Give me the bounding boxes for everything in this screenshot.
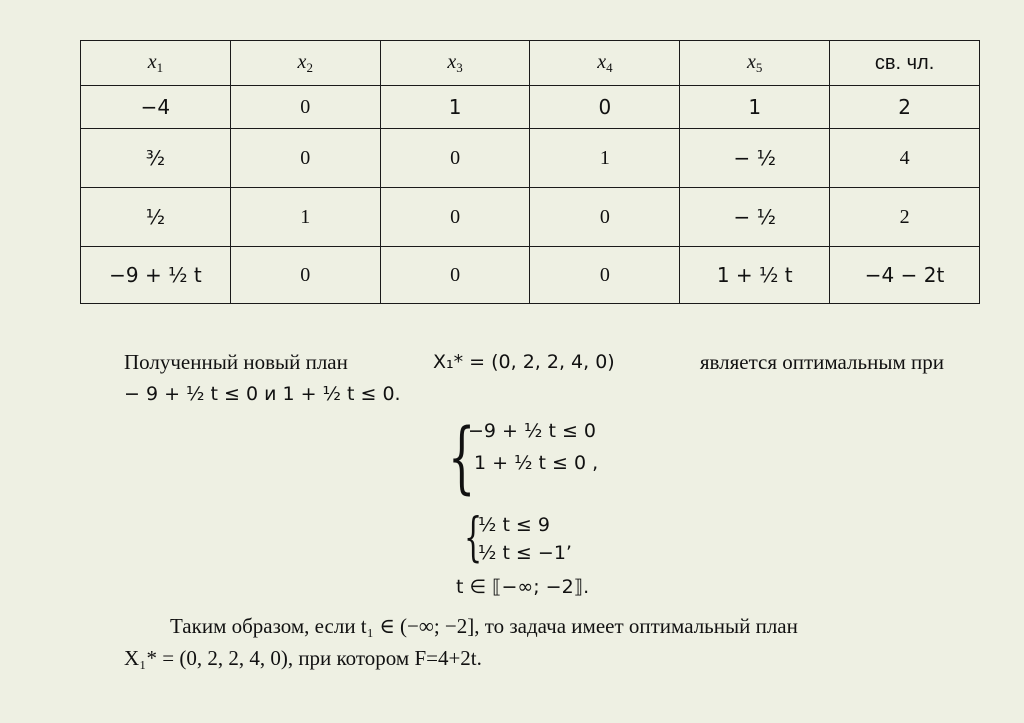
solution-interval: t ∈ ⟦−∞; −2⟧.	[456, 576, 590, 598]
table-cell: 1	[530, 129, 680, 188]
table-cell: ¹⁄₂	[81, 188, 231, 247]
header-cell: $x_5$	[680, 41, 830, 86]
paragraph-optimal-plan	[124, 346, 944, 410]
header-cell: $x_2$	[230, 41, 380, 86]
table-cell: − ¹⁄₂	[680, 188, 830, 247]
brace-icon: {	[464, 508, 483, 568]
paragraph-line: Полученный новый план X₁* = (0, 2, 2, 4, 0) является оптимальным при	[124, 350, 944, 374]
paragraph-line: Таким образом, если t₁ ∈ (−∞; −2], то задача имеет оптимальный план	[170, 614, 798, 638]
table-cell: 0	[530, 188, 680, 247]
table-cell: 0	[230, 247, 380, 304]
header-cell: $x_1$	[81, 41, 231, 86]
header-cell: св. чл.	[830, 41, 980, 86]
table-cell: −4 − 2t	[830, 247, 980, 304]
table-cell: 0	[530, 86, 680, 129]
table-cell: 0	[230, 86, 380, 129]
table-row	[81, 247, 980, 304]
paragraph-line: − 9 + ¹⁄₂ t ≤ 0 и 1 + ¹⁄₂ t ≤ 0.	[124, 383, 401, 405]
inequality-line: −9 + ¹⁄₂ t ≤ 0	[468, 420, 596, 442]
paragraph-conclusion	[124, 610, 944, 674]
table-cell: 2	[830, 86, 980, 129]
table-cell: ³⁄₂	[81, 129, 231, 188]
inequality-line: ¹⁄₂ t ≤ 9	[478, 514, 550, 536]
table-cell: 0	[530, 247, 680, 304]
table-row	[81, 129, 980, 188]
paragraph-line: X₁* = (0, 2, 2, 4, 0), при котором F=4+2t.	[124, 646, 482, 670]
table-cell: − ¹⁄₂	[680, 129, 830, 188]
table-cell: 0	[380, 188, 530, 247]
table-cell: 0	[230, 129, 380, 188]
table-cell: 1	[230, 188, 380, 247]
header-cell: $x_4$	[530, 41, 680, 86]
table-cell: −9 + ¹⁄₂ t	[81, 247, 231, 304]
inequality-line: 1 + ¹⁄₂ t ≤ 0 ,	[474, 452, 599, 474]
table-row	[81, 86, 980, 129]
simplex-table	[80, 40, 980, 304]
inequality-system	[464, 510, 664, 570]
inequality-line: ¹⁄₂ t ≤ −1’	[478, 542, 572, 564]
table-cell: −4	[81, 86, 231, 129]
table-cell: 0	[380, 129, 530, 188]
table-header-row	[81, 41, 980, 86]
table-cell: 1	[680, 86, 830, 129]
inequality-system	[448, 413, 648, 506]
table-row	[81, 188, 980, 247]
table-cell: 0	[380, 247, 530, 304]
table-cell: 1	[380, 86, 530, 129]
table-cell: 2	[830, 188, 980, 247]
table-cell: 1 + ¹⁄₂ t	[680, 247, 830, 304]
header-cell: $x_3$	[380, 41, 530, 86]
table-cell: 4	[830, 129, 980, 188]
brace-icon: {	[448, 413, 476, 503]
